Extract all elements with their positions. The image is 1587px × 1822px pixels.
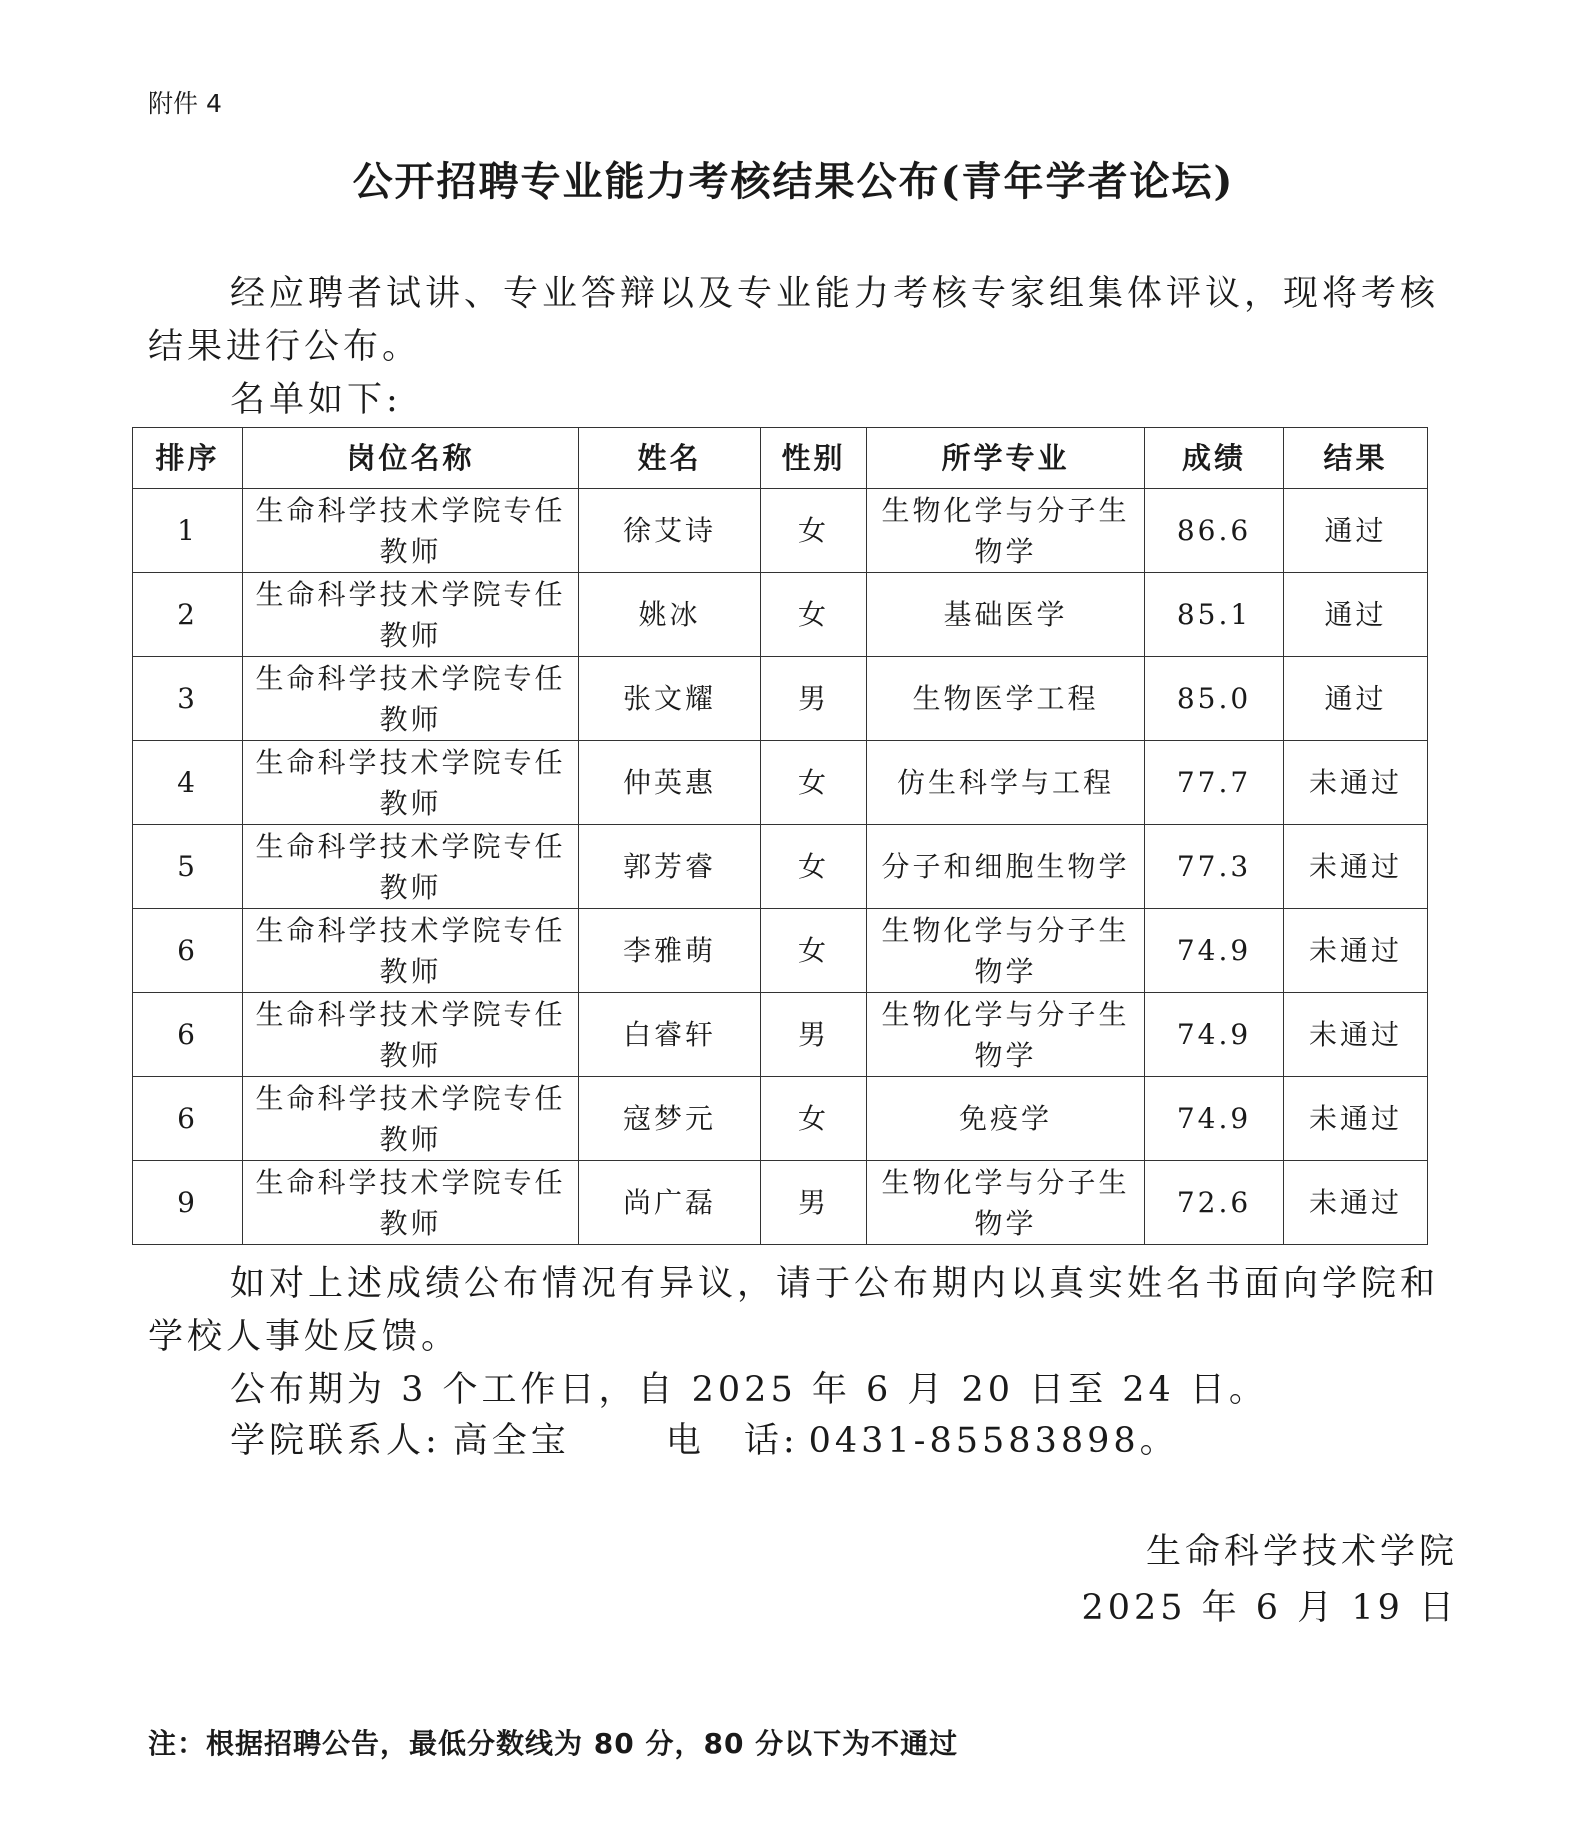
cell-name: 尚广磊 [579, 1161, 761, 1245]
table-row [133, 489, 1428, 573]
cell-name: 张文耀 [579, 657, 761, 741]
cell-position: 生命科学技术学院专任教师 [243, 825, 579, 909]
cell-name: 郭芳睿 [579, 825, 761, 909]
header-name: 姓名 [579, 428, 761, 489]
cell-name: 姚冰 [579, 573, 761, 657]
cell-position: 生命科学技术学院专任教师 [243, 741, 579, 825]
contact-person: 高全宝 [452, 1421, 570, 1461]
cell-result: 通过 [1284, 657, 1428, 741]
header-rank: 排序 [133, 428, 243, 489]
cell-rank: 5 [133, 825, 243, 909]
table-row [133, 657, 1428, 741]
cell-result: 未通过 [1284, 741, 1428, 825]
intro-paragraph: 经应聘者试讲、专业答辩以及专业能力考核专家组集体评议，现将考核结果进行公布。 [148, 274, 1440, 367]
table-row [133, 573, 1428, 657]
cell-position: 生命科学技术学院专任教师 [243, 993, 579, 1077]
cell-gender: 女 [761, 909, 867, 993]
cell-position: 生命科学技术学院专任教师 [243, 657, 579, 741]
cell-score: 74.9 [1145, 909, 1284, 993]
cell-rank: 9 [133, 1161, 243, 1245]
cell-position: 生命科学技术学院专任教师 [243, 1161, 579, 1245]
cell-name: 李雅萌 [579, 909, 761, 993]
cell-gender: 男 [761, 657, 867, 741]
cell-gender: 女 [761, 825, 867, 909]
cell-result: 未通过 [1284, 1161, 1428, 1245]
cell-score: 77.7 [1145, 741, 1284, 825]
footnote: 注：根据招聘公告，最低分数线为 80 分，80 分以下为不通过 [148, 1727, 959, 1760]
contact-label: 学院联系人: [230, 1421, 441, 1461]
cell-position: 生命科学技术学院专任教师 [243, 1077, 579, 1161]
cell-position: 生命科学技术学院专任教师 [243, 573, 579, 657]
cell-rank: 1 [133, 489, 243, 573]
table-row [133, 909, 1428, 993]
cell-result: 未通过 [1284, 993, 1428, 1077]
cell-rank: 6 [133, 993, 243, 1077]
signature-org: 生命科学技术学院 [1145, 1532, 1458, 1572]
cell-score: 74.9 [1145, 993, 1284, 1077]
results-table [132, 427, 1428, 1245]
cell-major: 基础医学 [867, 573, 1145, 657]
phone-label: 电 话: [665, 1421, 799, 1461]
cell-name: 寇梦元 [579, 1077, 761, 1161]
cell-score: 85.1 [1145, 573, 1284, 657]
cell-rank: 6 [133, 1077, 243, 1161]
table-row [133, 1161, 1428, 1245]
cell-score: 85.0 [1145, 657, 1284, 741]
contact-paragraph [148, 1415, 1458, 1468]
cell-major: 生物化学与分子生物学 [867, 909, 1145, 993]
cell-name: 白睿轩 [579, 993, 761, 1077]
cell-result: 通过 [1284, 573, 1428, 657]
cell-rank: 2 [133, 573, 243, 657]
cell-score: 86.6 [1145, 489, 1284, 573]
header-result: 结果 [1284, 428, 1428, 489]
signature-date: 2025 年 6 月 19 日 [1081, 1588, 1458, 1628]
header-gender: 性别 [761, 428, 867, 489]
cell-gender: 男 [761, 1161, 867, 1245]
table-row [133, 993, 1428, 1077]
cell-gender: 女 [761, 573, 867, 657]
objection-paragraph: 如对上述成绩公布情况有异议，请于公布期内以真实姓名书面向学院和学校人事处反馈。 [148, 1264, 1440, 1357]
cell-position: 生命科学技术学院专任教师 [243, 489, 579, 573]
cell-gender: 男 [761, 993, 867, 1077]
cell-rank: 3 [133, 657, 243, 741]
cell-result: 未通过 [1284, 909, 1428, 993]
cell-gender: 女 [761, 741, 867, 825]
cell-rank: 6 [133, 909, 243, 993]
table-row [133, 825, 1428, 909]
cell-score: 74.9 [1145, 1077, 1284, 1161]
table-row [133, 741, 1428, 825]
phone-number: 0431-85583898。 [808, 1421, 1179, 1461]
table-header-row [133, 428, 1428, 489]
attachment-label: 附件 4 [148, 89, 222, 118]
cell-major: 仿生科学与工程 [867, 741, 1145, 825]
cell-result: 通过 [1284, 489, 1428, 573]
cell-major: 免疫学 [867, 1077, 1145, 1161]
cell-rank: 4 [133, 741, 243, 825]
cell-major: 生物医学工程 [867, 657, 1145, 741]
cell-gender: 女 [761, 1077, 867, 1161]
cell-major: 生物化学与分子生物学 [867, 1161, 1145, 1245]
header-position: 岗位名称 [243, 428, 579, 489]
cell-score: 77.3 [1145, 825, 1284, 909]
header-major: 所学专业 [867, 428, 1145, 489]
page-title: 公开招聘专业能力考核结果公布(青年学者论坛) [352, 158, 1235, 205]
cell-major: 生物化学与分子生物学 [867, 993, 1145, 1077]
cell-result: 未通过 [1284, 1077, 1428, 1161]
cell-name: 仲英惠 [579, 741, 761, 825]
cell-result: 未通过 [1284, 825, 1428, 909]
period-paragraph: 公布期为 3 个工作日，自 2025 年 6 月 20 日至 24 日。 [230, 1370, 1268, 1410]
cell-position: 生命科学技术学院专任教师 [243, 909, 579, 993]
cell-major: 分子和细胞生物学 [867, 825, 1145, 909]
table-row [133, 1077, 1428, 1161]
cell-name: 徐艾诗 [579, 489, 761, 573]
header-score: 成绩 [1145, 428, 1284, 489]
cell-major: 生物化学与分子生物学 [867, 489, 1145, 573]
cell-gender: 女 [761, 489, 867, 573]
cell-score: 72.6 [1145, 1161, 1284, 1245]
list-intro: 名单如下: [230, 380, 402, 420]
